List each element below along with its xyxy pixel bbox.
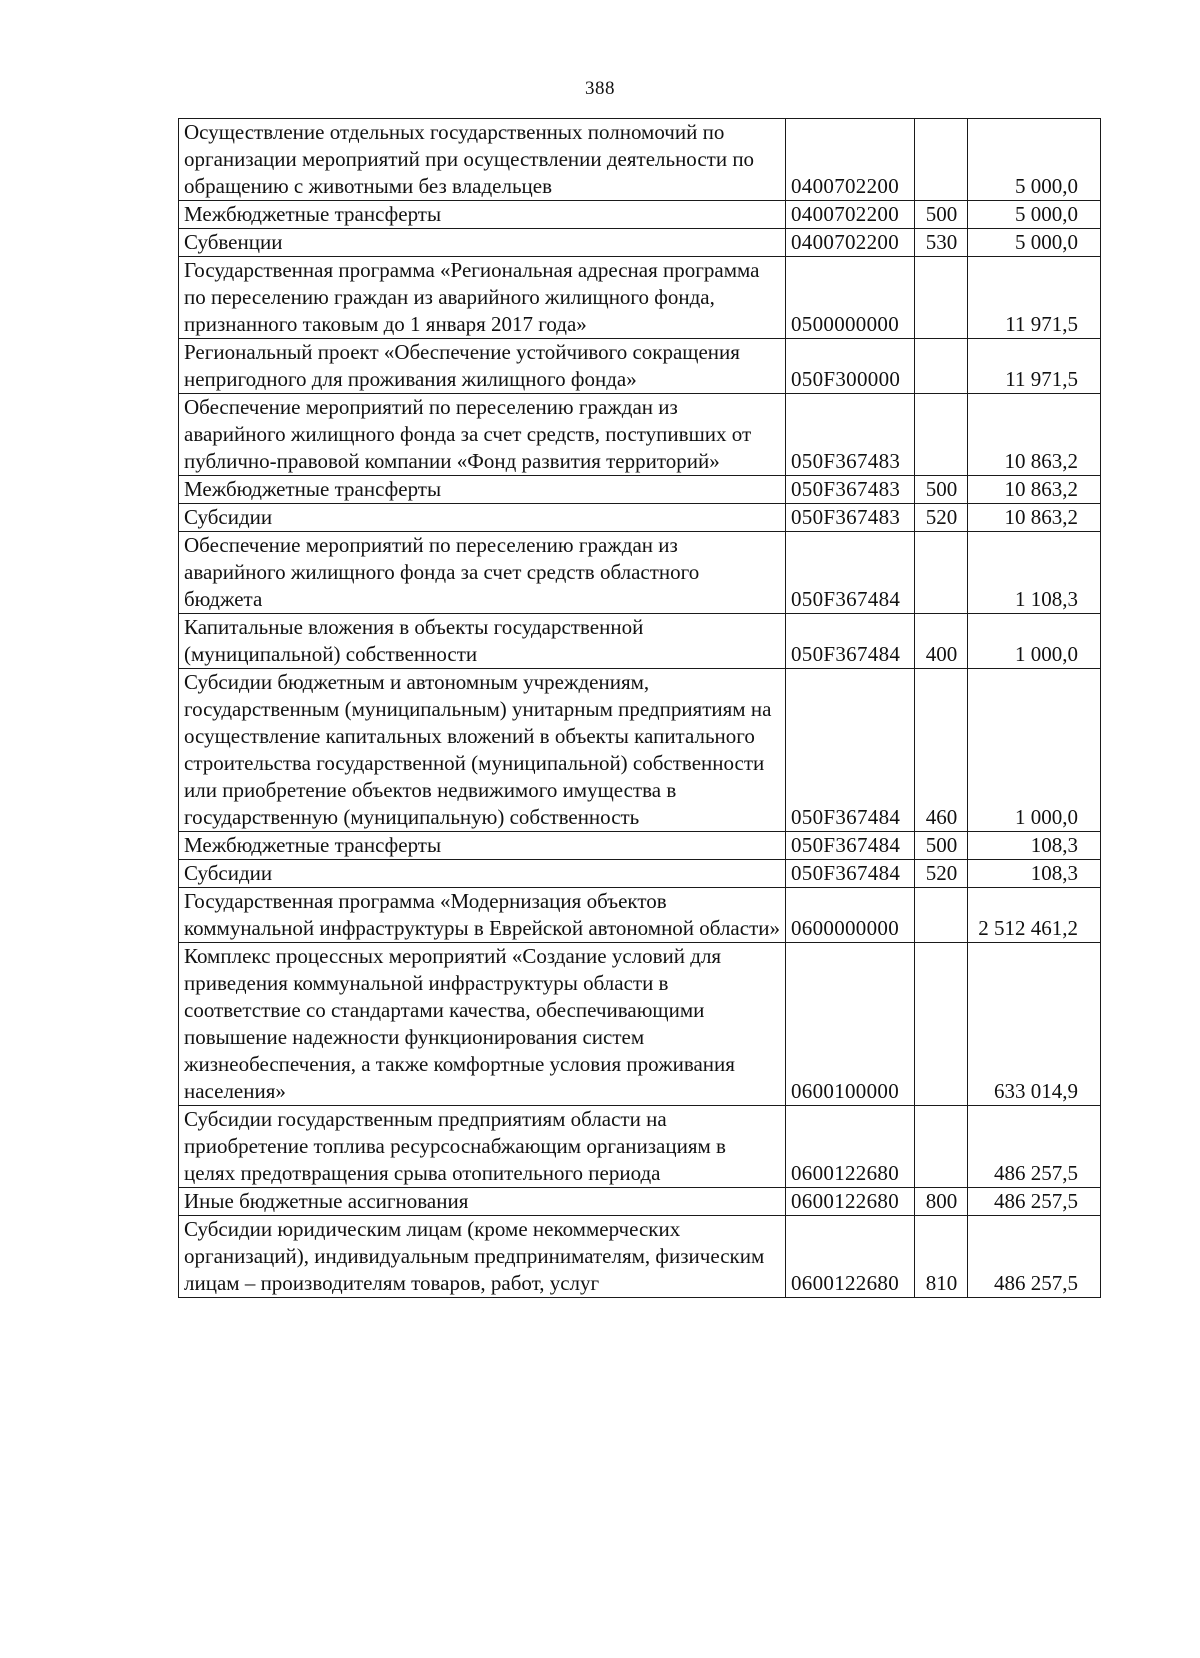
row-name: Государственная программа «Модернизация объектов коммунальной инфраструктуры в Еврейской автономной области» — [179, 888, 786, 943]
row-amount: 10 863,2 — [968, 504, 1101, 532]
table-row — [179, 943, 1101, 1106]
row-target-code: 050F367484 — [786, 614, 915, 669]
row-amount: 486 257,5 — [968, 1188, 1101, 1216]
row-name: Обеспечение мероприятий по переселению граждан из аварийного жилищного фонда за счет средств, поступивших от публично-правовой компании «Фонд развития территорий» — [179, 394, 786, 476]
table-row — [179, 257, 1101, 339]
table-row — [179, 860, 1101, 888]
row-target-code: 050F367483 — [786, 476, 915, 504]
row-target-code: 050F367484 — [786, 832, 915, 860]
row-expense-type — [915, 532, 968, 614]
row-name: Субсидии — [179, 860, 786, 888]
row-amount: 10 863,2 — [968, 476, 1101, 504]
row-name: Государственная программа «Региональная адресная программа по переселению граждан из аварийного жилищного фонда, признанного таковым до 1 января 2017 года» — [179, 257, 786, 339]
row-amount: 11 971,5 — [968, 257, 1101, 339]
row-target-code: 050F367483 — [786, 504, 915, 532]
row-target-code: 0400702200 — [786, 119, 915, 201]
row-amount: 5 000,0 — [968, 229, 1101, 257]
row-name: Межбюджетные трансферты — [179, 476, 786, 504]
row-expense-type: 500 — [915, 832, 968, 860]
row-target-code: 0600122680 — [786, 1216, 915, 1298]
table-row — [179, 1106, 1101, 1188]
row-target-code: 050F367484 — [786, 860, 915, 888]
row-name: Субсидии государственным предприятиям области на приобретение топлива ресурсоснабжающим организациям в целях предотвращения срыва отопительного периода — [179, 1106, 786, 1188]
row-target-code: 0400702200 — [786, 201, 915, 229]
page-number: 388 — [585, 78, 615, 99]
row-amount: 108,3 — [968, 860, 1101, 888]
row-expense-type: 400 — [915, 614, 968, 669]
row-amount: 1 000,0 — [968, 669, 1101, 832]
row-name: Капитальные вложения в объекты государственной (муниципальной) собственности — [179, 614, 786, 669]
row-name: Региональный проект «Обеспечение устойчивого сокращения непригодного для проживания жилищного фонда» — [179, 339, 786, 394]
row-target-code: 0600122680 — [786, 1188, 915, 1216]
row-expense-type — [915, 1106, 968, 1188]
row-target-code: 050F367484 — [786, 532, 915, 614]
table-row — [179, 229, 1101, 257]
row-expense-type — [915, 394, 968, 476]
row-name: Обеспечение мероприятий по переселению граждан из аварийного жилищного фонда за счет средств областного бюджета — [179, 532, 786, 614]
table-row — [179, 1216, 1101, 1298]
row-expense-type: 810 — [915, 1216, 968, 1298]
row-expense-type — [915, 888, 968, 943]
row-amount: 11 971,5 — [968, 339, 1101, 394]
row-expense-type: 500 — [915, 476, 968, 504]
row-amount: 486 257,5 — [968, 1216, 1101, 1298]
row-expense-type: 800 — [915, 1188, 968, 1216]
row-amount: 1 108,3 — [968, 532, 1101, 614]
row-expense-type — [915, 257, 968, 339]
table-row — [179, 201, 1101, 229]
row-target-code: 050F300000 — [786, 339, 915, 394]
row-amount: 2 512 461,2 — [968, 888, 1101, 943]
row-amount: 486 257,5 — [968, 1106, 1101, 1188]
budget-table — [178, 118, 1101, 1298]
row-name: Комплекс процессных мероприятий «Создание условий для приведения коммунальной инфраструктуры области в соответствие со стандартами качества, обеспечивающими повышение надежности функционирования систем жизнеобеспечения, а также комфортные условия проживания населения» — [179, 943, 786, 1106]
row-amount: 10 863,2 — [968, 394, 1101, 476]
table-row — [179, 832, 1101, 860]
table-row — [179, 888, 1101, 943]
row-target-code: 050F367484 — [786, 669, 915, 832]
row-target-code: 050F367483 — [786, 394, 915, 476]
row-target-code: 0400702200 — [786, 229, 915, 257]
table-row — [179, 614, 1101, 669]
table-row — [179, 669, 1101, 832]
row-target-code: 0500000000 — [786, 257, 915, 339]
row-name: Субсидии юридическим лицам (кроме некоммерческих организаций), индивидуальным предпринимателям, физическим лицам – производителям товаров, работ, услуг — [179, 1216, 786, 1298]
row-expense-type — [915, 943, 968, 1106]
table-row — [179, 532, 1101, 614]
row-expense-type: 530 — [915, 229, 968, 257]
row-amount: 1 000,0 — [968, 614, 1101, 669]
table-row — [179, 1188, 1101, 1216]
table-row — [179, 339, 1101, 394]
row-name: Иные бюджетные ассигнования — [179, 1188, 786, 1216]
row-amount: 108,3 — [968, 832, 1101, 860]
row-amount: 5 000,0 — [968, 201, 1101, 229]
row-name: Субвенции — [179, 229, 786, 257]
row-amount: 633 014,9 — [968, 943, 1101, 1106]
row-target-code: 0600100000 — [786, 943, 915, 1106]
row-target-code: 0600122680 — [786, 1106, 915, 1188]
row-expense-type: 520 — [915, 504, 968, 532]
table-row — [179, 504, 1101, 532]
row-expense-type: 520 — [915, 860, 968, 888]
row-name: Субсидии — [179, 504, 786, 532]
row-amount: 5 000,0 — [968, 119, 1101, 201]
table-row — [179, 394, 1101, 476]
row-expense-type — [915, 339, 968, 394]
row-name: Межбюджетные трансферты — [179, 201, 786, 229]
table-row — [179, 119, 1101, 201]
row-name: Осуществление отдельных государственных полномочий по организации мероприятий при осуществлении деятельности по обращению с животными без владельцев — [179, 119, 786, 201]
row-name: Субсидии бюджетным и автономным учреждениям, государственным (муниципальным) унитарным предприятиям на осуществление капитальных вложений в объекты капитального строительства государственной (муниципальной) собственности или приобретение объектов недвижимого имущества в государственную (муниципальную) собственность — [179, 669, 786, 832]
row-expense-type: 460 — [915, 669, 968, 832]
row-name: Межбюджетные трансферты — [179, 832, 786, 860]
row-expense-type — [915, 119, 968, 201]
row-expense-type: 500 — [915, 201, 968, 229]
table-row — [179, 476, 1101, 504]
row-target-code: 0600000000 — [786, 888, 915, 943]
